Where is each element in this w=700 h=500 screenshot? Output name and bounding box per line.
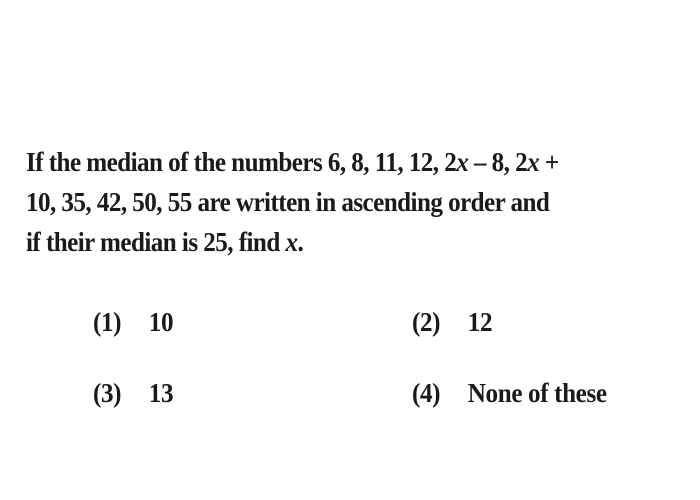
option-4-number: (4) [412, 378, 441, 408]
question-line-1 [26, 142, 631, 182]
variable-x: x [285, 227, 298, 257]
question-line-3-end: . [297, 227, 304, 257]
question-text [26, 142, 631, 262]
option-1-text: 10 [148, 307, 174, 337]
question-line-3-start: if their median is 25, find [26, 227, 286, 257]
question-line-2: 10, 35, 42, 50, 55 are written in ascending order and [26, 187, 550, 217]
question-line-3 [26, 222, 631, 262]
option-3-text: 13 [148, 378, 174, 408]
question-line-1-end: + [539, 147, 559, 177]
option-2[interactable] [412, 307, 492, 338]
option-1-number: (1) [93, 307, 122, 337]
option-3[interactable] [93, 378, 173, 409]
option-2-number: (2) [412, 307, 441, 337]
variable-x: x [456, 147, 469, 177]
option-4-text: None of these [467, 378, 607, 408]
option-4[interactable] [412, 378, 607, 409]
option-1[interactable] [93, 307, 173, 338]
option-3-number: (3) [93, 378, 122, 408]
option-2-text: 12 [467, 307, 493, 337]
variable-x: x [527, 147, 540, 177]
question-line-1-middle: – 8, 2 [468, 147, 528, 177]
question-line-1-start: If the median of the numbers 6, 8, 11, 12, 2 [26, 147, 457, 177]
